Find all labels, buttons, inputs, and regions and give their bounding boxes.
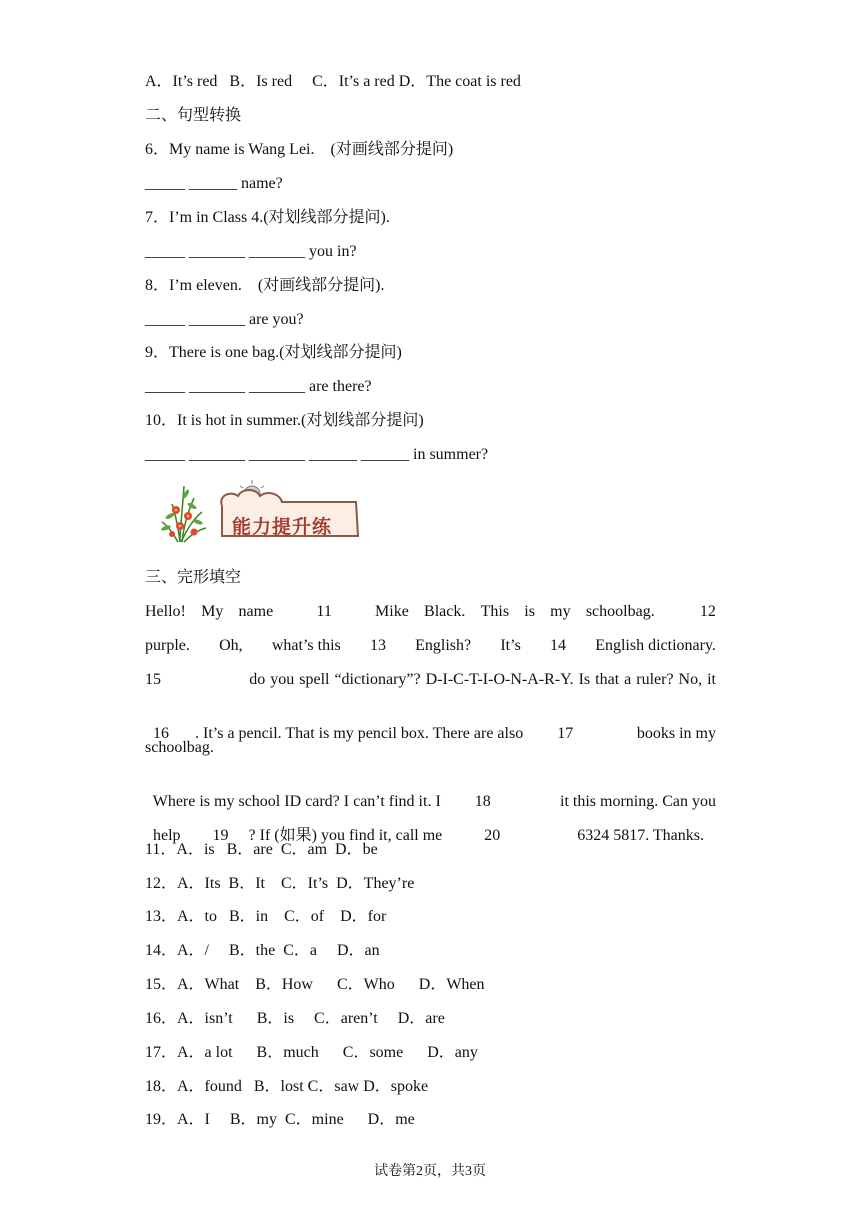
- passage-word: It’s: [500, 637, 521, 654]
- passage-line-2: [145, 636, 716, 656]
- blank-number: 19: [212, 827, 229, 844]
- section-2-title: 二、句型转换: [145, 107, 242, 124]
- passage-text: do you spell “dictionary”? D-I-C-T-I-O-N-A-R-Y. Is that a ruler? No, it: [249, 671, 716, 688]
- question-9: 9．There is one bag.(对划线部分提问): [145, 344, 402, 361]
- passage-text: books in my: [636, 725, 716, 742]
- question-10-blank: _____ _______ _______ ______ ______ in summer?: [145, 446, 489, 463]
- passage-word: English?: [415, 637, 472, 654]
- passage-word: English dictionary.: [595, 637, 716, 654]
- passage-line-1: [145, 602, 716, 622]
- passage-line-4: [145, 704, 716, 744]
- banner-text: 能力提升练: [232, 516, 333, 538]
- page-footer: 试卷第2页，共3页: [374, 1164, 486, 1179]
- question-9-blank: _____ _______ _______ are there?: [145, 378, 372, 395]
- passage-text: it this morning. Can you: [560, 793, 716, 810]
- passage-word: Mike: [375, 603, 409, 620]
- option-line-19: 19．A．I B．my C．mine D．me: [145, 1111, 415, 1128]
- passage-word: Black.: [424, 603, 466, 620]
- passage-line-3: [145, 670, 716, 690]
- passage-word: is: [524, 603, 535, 620]
- passage-word: Oh,: [219, 637, 243, 654]
- passage-word: schoolbag.: [585, 603, 655, 620]
- passage-word: purple.: [145, 637, 190, 654]
- passage-text: 6324 5817. Thanks.: [577, 827, 704, 844]
- passage-text: help: [153, 827, 181, 844]
- passage-word: my: [550, 603, 571, 620]
- option-line-18: 18．A．found B．lost C．saw D．spoke: [145, 1078, 429, 1095]
- option-line-14: 14．A．/ B．the C．a D．an: [145, 942, 380, 959]
- passage-word: This: [480, 603, 510, 620]
- option-line-16: 16．A．isn’t B．is C．aren’t D．are: [145, 1010, 445, 1027]
- blank-number: 20: [484, 827, 501, 844]
- passage-line-5: schoolbag.: [145, 739, 214, 756]
- passage-word: name: [238, 603, 274, 620]
- passage-word: what’s this: [271, 637, 341, 654]
- option-line-15: 15．A．What B．How C．Who D．When: [145, 976, 485, 993]
- passage-text: Where is my school ID card? I can’t find it. I: [152, 793, 441, 810]
- option-line-13: 13．A．to B．in C．of D．for: [145, 908, 387, 925]
- blank-number: 13: [369, 637, 386, 654]
- blank-number: 15: [145, 671, 161, 688]
- passage-word: Hello!: [145, 603, 186, 620]
- blank-number: 14: [550, 637, 566, 654]
- option-line-17: 17．A．a lot B．much C．some D．any: [145, 1044, 478, 1061]
- q5-options: A．It’s red B．Is red C．It’s a red D．The coat is red: [145, 73, 521, 90]
- question-7: 7．I’m in Class 4.(对划线部分提问).: [145, 209, 390, 226]
- option-line-12: 12．A．Its B．It C．It’s D．They’re: [145, 875, 415, 892]
- blank-number: 17: [557, 725, 574, 742]
- passage-text: . It’s a pencil. That is my pencil box. There are also: [195, 725, 524, 742]
- question-8-blank: _____ _______ are you?: [145, 311, 304, 328]
- option-line-11: 11．A．is B．are C．am D．be: [145, 841, 378, 858]
- question-10: 10．It is hot in summer.(对划线部分提问): [145, 412, 424, 429]
- passage-word: My: [201, 603, 224, 620]
- blank-number: 18: [474, 793, 491, 810]
- question-6: 6．My name is Wang Lei. (对画线部分提问): [145, 141, 454, 158]
- question-6-blank: _____ ______ name?: [145, 175, 283, 192]
- section-3-title: 三、完形填空: [145, 569, 242, 586]
- blank-number: 11: [316, 603, 332, 620]
- blank-number: 12: [699, 603, 716, 620]
- question-7-blank: _____ _______ _______ you in?: [145, 243, 357, 260]
- question-8: 8．I’m eleven. (对画线部分提问).: [145, 277, 385, 294]
- blank-number: 16: [153, 725, 169, 742]
- passage-text: ? If (如果) you find it, call me: [248, 827, 443, 844]
